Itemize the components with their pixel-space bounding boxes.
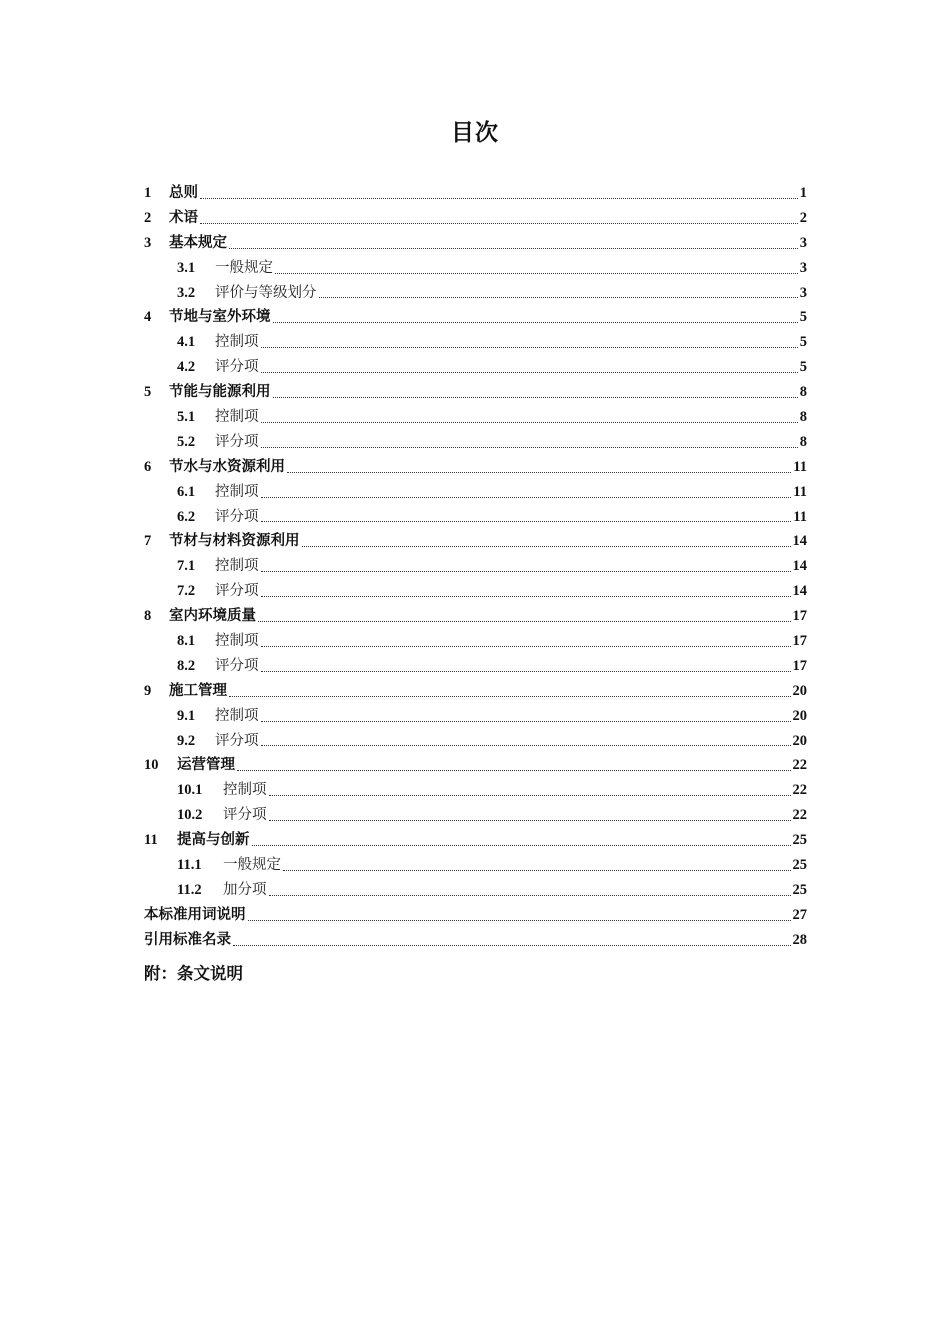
dot-leader <box>258 620 791 622</box>
toc-entry-label: 一般规定 <box>215 259 273 276</box>
toc-entry[interactable] <box>144 828 807 853</box>
toc-entry-page-number: 17 <box>792 657 807 674</box>
toc-entry-label: 控制项 <box>215 707 259 724</box>
dot-leader <box>273 321 798 323</box>
toc-entry-number: 7.2 <box>177 583 196 600</box>
toc-entry-page-number: 20 <box>792 682 807 699</box>
toc-entry-number: 9.2 <box>177 732 196 749</box>
toc-entry[interactable] <box>144 405 807 430</box>
toc-entry-page-number: 28 <box>792 931 807 948</box>
toc-entry-page-number: 17 <box>792 633 807 650</box>
toc-entry-page-number: 22 <box>792 782 807 799</box>
dot-leader <box>200 197 798 199</box>
toc-entry[interactable] <box>144 305 807 330</box>
toc-entry-number: 9.1 <box>177 707 196 724</box>
toc-entry-label: 节材与材料资源利用 <box>169 533 300 550</box>
toc-entry-page-number: 27 <box>792 906 807 923</box>
dot-leader <box>233 944 791 946</box>
toc-entry-page-number: 20 <box>792 707 807 724</box>
page-title: 目次 <box>451 120 499 146</box>
dot-leader <box>261 496 792 498</box>
toc-entry-number: 1 <box>144 185 152 201</box>
dot-leader <box>237 769 791 771</box>
toc-entry-number: 11.1 <box>177 857 202 874</box>
dot-leader <box>261 371 798 373</box>
toc-entry-number: 4 <box>144 309 152 326</box>
dot-leader <box>261 421 798 423</box>
toc-entry-number: 8.1 <box>177 633 196 650</box>
dot-leader <box>261 570 791 572</box>
dot-leader <box>269 894 791 896</box>
toc-entry[interactable] <box>144 878 807 903</box>
toc-entry[interactable] <box>144 430 807 455</box>
toc-entry[interactable] <box>144 206 807 231</box>
toc-entry[interactable] <box>144 256 807 281</box>
toc-entry-page-number: 22 <box>792 757 807 774</box>
dot-leader <box>248 919 791 921</box>
toc-entry[interactable] <box>144 330 807 355</box>
toc-entry-label: 基本规定 <box>169 234 227 251</box>
toc-entry[interactable] <box>144 604 807 629</box>
toc-entry-page-number: 1 <box>799 185 807 201</box>
toc-entry-label: 评价与等级划分 <box>215 284 317 301</box>
toc-entry-label: 控制项 <box>215 558 259 575</box>
toc-entry[interactable] <box>144 579 807 604</box>
toc-entry-number: 11.2 <box>177 881 202 898</box>
dot-leader <box>261 720 791 722</box>
toc-entry-label: 评分项 <box>215 508 259 525</box>
toc-entry-number: 3.2 <box>177 284 196 301</box>
dot-leader <box>229 247 798 249</box>
toc-entry-page-number: 8 <box>799 384 807 401</box>
toc-entry-label: 控制项 <box>223 782 267 799</box>
toc-entry-page-number: 11 <box>793 458 807 475</box>
toc-entry-number: 8.2 <box>177 657 196 674</box>
toc-entry-label: 总则 <box>169 185 198 201</box>
toc-entry-page-number: 20 <box>792 732 807 749</box>
toc-entry[interactable] <box>144 355 807 380</box>
toc-entry-number: 7.1 <box>177 558 196 575</box>
toc-entry-label: 评分项 <box>223 807 267 824</box>
dot-leader <box>269 794 791 796</box>
dot-leader <box>261 645 791 647</box>
toc-entry-number: 10 <box>144 757 159 774</box>
toc-entry-page-number: 11 <box>793 508 807 525</box>
toc-entry-label: 评分项 <box>215 433 259 450</box>
toc-entry-number: 4.2 <box>177 359 196 376</box>
toc-entry-page-number: 22 <box>792 807 807 824</box>
toc-entry-number: 6 <box>144 458 152 475</box>
dot-leader <box>252 844 791 846</box>
toc-entry[interactable] <box>144 181 807 206</box>
toc-entry-page-number: 3 <box>799 259 807 276</box>
toc-entry-number: 9 <box>144 682 152 699</box>
toc-entry[interactable] <box>144 928 807 953</box>
toc-entry-page-number: 17 <box>792 608 807 625</box>
toc-entry[interactable] <box>144 505 807 530</box>
toc-entry[interactable] <box>144 281 807 306</box>
toc-entry-page-number: 5 <box>799 359 807 376</box>
dot-leader <box>283 869 791 871</box>
toc-entry[interactable] <box>144 778 807 803</box>
toc-entry-page-number: 14 <box>792 583 807 600</box>
toc-entry-number: 8 <box>144 608 152 625</box>
toc-entry-number: 5.1 <box>177 409 196 426</box>
toc-entry-label: 术语 <box>169 209 198 226</box>
table-of-contents <box>144 181 807 953</box>
toc-entry[interactable] <box>144 903 807 928</box>
dot-leader <box>200 222 798 224</box>
toc-entry-label: 控制项 <box>215 483 259 500</box>
toc-entry-label: 控制项 <box>215 334 259 351</box>
dot-leader <box>261 446 798 448</box>
toc-entry[interactable] <box>144 704 807 729</box>
dot-leader <box>269 819 791 821</box>
dot-leader <box>261 744 791 746</box>
toc-entry-label: 控制项 <box>215 633 259 650</box>
toc-entry[interactable] <box>144 729 807 754</box>
toc-entry-number: 6.1 <box>177 483 196 500</box>
toc-entry[interactable] <box>144 480 807 505</box>
dot-leader <box>273 396 798 398</box>
toc-entry[interactable] <box>144 554 807 579</box>
toc-entry-page-number: 25 <box>792 832 807 849</box>
toc-entry-number: 5.2 <box>177 433 196 450</box>
toc-entry-page-number: 14 <box>792 558 807 575</box>
toc-entry-page-number: 11 <box>793 483 807 500</box>
toc-entry-number: 2 <box>144 209 152 226</box>
toc-entry-number: 11 <box>144 832 158 849</box>
toc-entry-page-number: 3 <box>799 234 807 251</box>
toc-entry-page-number: 5 <box>799 309 807 326</box>
dot-leader <box>302 545 791 547</box>
toc-entry-number: 3 <box>144 234 152 251</box>
toc-entry-page-number: 8 <box>799 409 807 426</box>
toc-entry-label: 评分项 <box>215 359 259 376</box>
toc-entry-page-number: 8 <box>799 433 807 450</box>
toc-entry-label: 本标准用词说明 <box>144 906 246 923</box>
toc-entry-number: 10.2 <box>177 807 203 824</box>
dot-leader <box>229 695 791 697</box>
toc-entry[interactable] <box>144 803 807 828</box>
toc-entry-label: 一般规定 <box>223 857 281 874</box>
toc-entry-page-number: 3 <box>799 284 807 301</box>
dot-leader <box>261 346 798 348</box>
dot-leader <box>275 272 798 274</box>
toc-entry-page-number: 2 <box>799 209 807 226</box>
toc-entry-number: 6.2 <box>177 508 196 525</box>
toc-entry-label: 引用标准名录 <box>144 931 231 948</box>
toc-entry-page-number: 25 <box>792 881 807 898</box>
appendix-heading: 附：条文说明 <box>144 964 243 983</box>
toc-entry[interactable] <box>144 853 807 878</box>
toc-entry-label: 控制项 <box>215 409 259 426</box>
toc-entry-number: 10.1 <box>177 782 203 799</box>
toc-entry[interactable] <box>144 380 807 405</box>
toc-entry[interactable] <box>144 654 807 679</box>
toc-entry-label: 评分项 <box>215 732 259 749</box>
toc-entry-label: 室内环境质量 <box>169 608 256 625</box>
dot-leader <box>261 520 792 522</box>
toc-entry-label: 节水与水资源利用 <box>169 458 285 475</box>
toc-entry[interactable] <box>144 455 807 480</box>
toc-entry-page-number: 14 <box>792 533 807 550</box>
toc-entry-number: 3.1 <box>177 259 196 276</box>
dot-leader <box>261 595 791 597</box>
toc-entry[interactable] <box>144 231 807 256</box>
toc-entry-label: 评分项 <box>215 657 259 674</box>
toc-entry-page-number: 5 <box>799 334 807 351</box>
toc-entry-number: 5 <box>144 384 152 401</box>
toc-entry[interactable] <box>144 679 807 704</box>
toc-entry-label: 加分项 <box>223 881 267 898</box>
toc-entry-label: 评分项 <box>215 583 259 600</box>
toc-entry[interactable] <box>144 529 807 554</box>
toc-entry-label: 运营管理 <box>177 757 235 774</box>
toc-entry-label: 节能与能源利用 <box>169 384 271 401</box>
dot-leader <box>319 296 798 298</box>
dot-leader <box>261 670 791 672</box>
toc-entry[interactable] <box>144 753 807 778</box>
toc-entry-number: 4.1 <box>177 334 196 351</box>
toc-entry-page-number: 25 <box>792 857 807 874</box>
toc-entry-number: 7 <box>144 533 152 550</box>
toc-entry[interactable] <box>144 629 807 654</box>
toc-entry-label: 节地与室外环境 <box>169 309 271 326</box>
dot-leader <box>287 471 791 473</box>
toc-entry-label: 施工管理 <box>169 682 227 699</box>
toc-entry-label: 提高与创新 <box>177 832 250 849</box>
